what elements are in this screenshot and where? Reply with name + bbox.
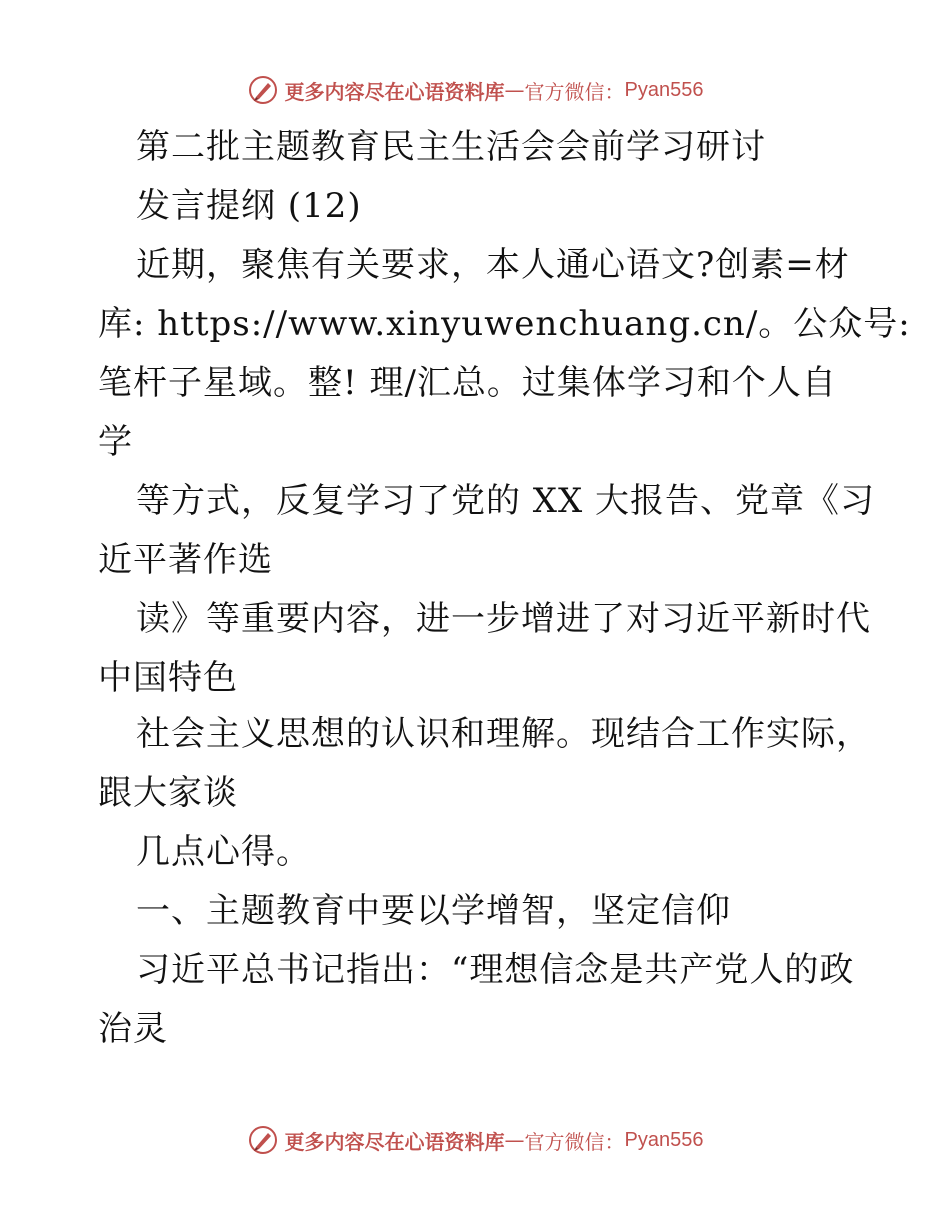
- paragraph-line: 近期，聚焦有关要求，本人通心语文?创素=材: [136, 245, 850, 285]
- title-line-1: 第二批主题教育民主生活会会前学习研讨: [136, 127, 766, 167]
- paragraph-line: 学: [98, 422, 133, 462]
- paragraph-line: 笔杆子星域。整! 理/汇总。过集体学习和个人自: [98, 363, 837, 403]
- paragraph-line: 几点心得。: [136, 832, 311, 872]
- paragraph-line: 社会主义思想的认识和理解。现结合工作实际，: [136, 714, 871, 754]
- footer-banner: [0, 1120, 950, 1160]
- banner-contact-id: Pyan556: [624, 78, 704, 101]
- pen-logo-icon: [247, 1124, 279, 1156]
- paragraph-line: 中国特色: [98, 658, 238, 698]
- banner-contact-label: 官方微信：: [524, 1129, 625, 1154]
- paragraph-line: 习近平总书记指出：“理想信念是共产党人的政: [136, 950, 855, 990]
- paragraph-line: 读》等重要内容，进一步增进了对习近平新时代: [136, 599, 871, 639]
- banner-dash: —: [504, 78, 525, 102]
- paragraph-line: 治灵: [98, 1009, 168, 1049]
- title-line-2: 发言提纲 (12): [136, 186, 362, 226]
- paragraph-line: 库: https://www.xinyuwenchuang.cn/。公众号:: [98, 304, 911, 344]
- paragraph-line: 等方式，反复学习了党的 XX 大报告、党章《习: [136, 481, 876, 521]
- banner-slogan: 更多内容尽在心语资料库: [284, 79, 505, 104]
- pen-logo-icon: [247, 74, 279, 106]
- banner-slogan: 更多内容尽在心语资料库: [284, 1129, 505, 1154]
- banner-contact-label: 官方微信：: [524, 79, 625, 104]
- paragraph-line: 近平著作选: [98, 540, 273, 580]
- banner-dash: —: [504, 1128, 525, 1152]
- section-heading: 一、主题教育中要以学增智，坚定信仰: [136, 891, 731, 931]
- header-banner: [0, 70, 950, 110]
- paragraph-line: 跟大家谈: [98, 773, 238, 813]
- banner-contact-id: Pyan556: [624, 1128, 704, 1151]
